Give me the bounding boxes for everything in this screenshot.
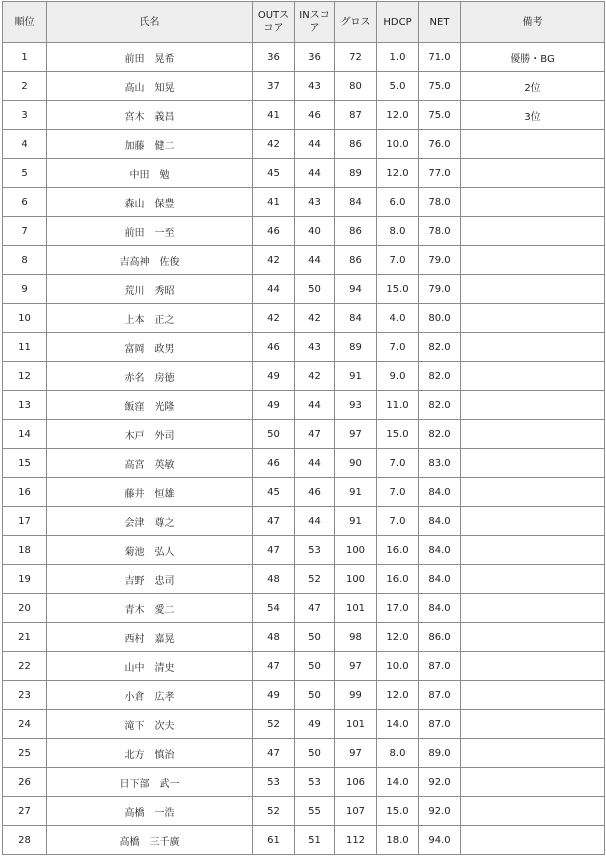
net-cell: 75.0	[419, 101, 461, 130]
note-cell	[461, 188, 605, 217]
name-cell: 高橋 三千廣	[47, 826, 253, 855]
hdcp-cell: 11.0	[377, 391, 419, 420]
note-cell	[461, 623, 605, 652]
hdcp-cell: 16.0	[377, 565, 419, 594]
gross-cell: 97	[335, 420, 377, 449]
in-score-cell: 49	[295, 710, 335, 739]
hdcp-cell: 15.0	[377, 797, 419, 826]
gross-cell: 101	[335, 594, 377, 623]
net-cell: 79.0	[419, 246, 461, 275]
out-score-cell: 42	[253, 246, 295, 275]
net-cell: 92.0	[419, 797, 461, 826]
in-score-cell: 53	[295, 768, 335, 797]
name-cell: 前田 晃希	[47, 43, 253, 72]
out-score-cell: 41	[253, 101, 295, 130]
net-cell: 75.0	[419, 72, 461, 101]
in-score-cell: 43	[295, 188, 335, 217]
rank-cell: 24	[3, 710, 47, 739]
results-table	[2, 1, 605, 855]
note-cell	[461, 507, 605, 536]
hdcp-cell: 12.0	[377, 623, 419, 652]
out-score-cell: 46	[253, 333, 295, 362]
gross-cell: 98	[335, 623, 377, 652]
rank-cell: 15	[3, 449, 47, 478]
rank-cell: 26	[3, 768, 47, 797]
in-score-cell: 46	[295, 478, 335, 507]
table-row	[3, 130, 605, 159]
name-cell: 会津 尊之	[47, 507, 253, 536]
note-cell	[461, 768, 605, 797]
table-row	[3, 681, 605, 710]
table-row	[3, 478, 605, 507]
net-cell: 84.0	[419, 478, 461, 507]
rank-cell: 27	[3, 797, 47, 826]
table-row	[3, 159, 605, 188]
net-cell: 79.0	[419, 275, 461, 304]
rank-cell: 6	[3, 188, 47, 217]
gross-cell: 72	[335, 43, 377, 72]
net-cell: 84.0	[419, 594, 461, 623]
gross-cell: 97	[335, 739, 377, 768]
net-cell: 89.0	[419, 739, 461, 768]
hdcp-cell: 14.0	[377, 710, 419, 739]
in-score-cell: 50	[295, 275, 335, 304]
out-score-cell: 49	[253, 681, 295, 710]
note-cell	[461, 275, 605, 304]
out-score-cell: 42	[253, 304, 295, 333]
gross-cell: 89	[335, 333, 377, 362]
gross-cell: 84	[335, 304, 377, 333]
net-cell: 87.0	[419, 710, 461, 739]
gross-cell: 94	[335, 275, 377, 304]
net-cell: 71.0	[419, 43, 461, 72]
name-cell: 飯窪 光隆	[47, 391, 253, 420]
rank-cell: 10	[3, 304, 47, 333]
rank-cell: 9	[3, 275, 47, 304]
name-cell: 森山 保豊	[47, 188, 253, 217]
name-cell: 西村 嘉晃	[47, 623, 253, 652]
hdcp-cell: 9.0	[377, 362, 419, 391]
out-score-cell: 53	[253, 768, 295, 797]
rank-cell: 21	[3, 623, 47, 652]
net-cell: 84.0	[419, 565, 461, 594]
net-cell: 80.0	[419, 304, 461, 333]
gross-cell: 86	[335, 130, 377, 159]
hdcp-cell: 12.0	[377, 159, 419, 188]
out-score-cell: 47	[253, 652, 295, 681]
rank-cell: 18	[3, 536, 47, 565]
name-cell: 小倉 広孝	[47, 681, 253, 710]
net-cell: 82.0	[419, 420, 461, 449]
table-row	[3, 594, 605, 623]
note-cell: 3位	[461, 101, 605, 130]
in-score-cell: 50	[295, 652, 335, 681]
table-row	[3, 768, 605, 797]
note-cell: 2位	[461, 72, 605, 101]
gross-cell: 97	[335, 652, 377, 681]
table-row	[3, 710, 605, 739]
in-score-cell: 44	[295, 507, 335, 536]
hdcp-cell: 7.0	[377, 507, 419, 536]
table-row	[3, 449, 605, 478]
rank-cell: 23	[3, 681, 47, 710]
table-row	[3, 420, 605, 449]
net-cell: 76.0	[419, 130, 461, 159]
table-row	[3, 507, 605, 536]
net-cell: 82.0	[419, 391, 461, 420]
name-cell: 荒川 秀昭	[47, 275, 253, 304]
gross-cell: 100	[335, 565, 377, 594]
in-score-cell: 50	[295, 623, 335, 652]
in-score-cell: 50	[295, 681, 335, 710]
note-cell	[461, 391, 605, 420]
note-cell	[461, 710, 605, 739]
name-cell: 高宮 英敏	[47, 449, 253, 478]
hdcp-cell: 14.0	[377, 768, 419, 797]
note-cell	[461, 797, 605, 826]
in-score-cell: 52	[295, 565, 335, 594]
col-header-in-score: INスコア	[295, 2, 335, 43]
table-row	[3, 739, 605, 768]
hdcp-cell: 6.0	[377, 188, 419, 217]
name-cell: 高橋 一浩	[47, 797, 253, 826]
note-cell	[461, 478, 605, 507]
name-cell: 中田 勉	[47, 159, 253, 188]
name-cell: 上本 正之	[47, 304, 253, 333]
rank-cell: 25	[3, 739, 47, 768]
out-score-cell: 42	[253, 130, 295, 159]
name-cell: 滝下 次夫	[47, 710, 253, 739]
out-score-cell: 44	[253, 275, 295, 304]
in-score-cell: 55	[295, 797, 335, 826]
note-cell: 優勝・BG	[461, 43, 605, 72]
table-row	[3, 72, 605, 101]
gross-cell: 86	[335, 246, 377, 275]
gross-cell: 101	[335, 710, 377, 739]
net-cell: 84.0	[419, 507, 461, 536]
name-cell: 高山 知晃	[47, 72, 253, 101]
header-row	[3, 2, 605, 43]
net-cell: 82.0	[419, 333, 461, 362]
name-cell: 富岡 政男	[47, 333, 253, 362]
col-header-net: NET	[419, 2, 461, 43]
note-cell	[461, 739, 605, 768]
rank-cell: 1	[3, 43, 47, 72]
in-score-cell: 42	[295, 304, 335, 333]
table-row	[3, 333, 605, 362]
note-cell	[461, 565, 605, 594]
in-score-cell: 44	[295, 449, 335, 478]
gross-cell: 80	[335, 72, 377, 101]
out-score-cell: 46	[253, 449, 295, 478]
hdcp-cell: 5.0	[377, 72, 419, 101]
hdcp-cell: 12.0	[377, 101, 419, 130]
rank-cell: 28	[3, 826, 47, 855]
hdcp-cell: 8.0	[377, 217, 419, 246]
net-cell: 77.0	[419, 159, 461, 188]
out-score-cell: 47	[253, 739, 295, 768]
in-score-cell: 42	[295, 362, 335, 391]
hdcp-cell: 17.0	[377, 594, 419, 623]
rank-cell: 3	[3, 101, 47, 130]
gross-cell: 112	[335, 826, 377, 855]
note-cell	[461, 246, 605, 275]
results-body	[3, 43, 605, 855]
out-score-cell: 46	[253, 217, 295, 246]
hdcp-cell: 7.0	[377, 449, 419, 478]
name-cell: 赤名 房徳	[47, 362, 253, 391]
net-cell: 84.0	[419, 536, 461, 565]
gross-cell: 87	[335, 101, 377, 130]
name-cell: 菊池 弘人	[47, 536, 253, 565]
col-header-name: 氏名	[47, 2, 253, 43]
note-cell	[461, 130, 605, 159]
name-cell: 宮木 義昌	[47, 101, 253, 130]
name-cell: 日下部 武一	[47, 768, 253, 797]
name-cell: 山中 清史	[47, 652, 253, 681]
in-score-cell: 51	[295, 826, 335, 855]
rank-cell: 22	[3, 652, 47, 681]
table-row	[3, 536, 605, 565]
note-cell	[461, 362, 605, 391]
name-cell: 木戸 外司	[47, 420, 253, 449]
table-row	[3, 826, 605, 855]
name-cell: 吉高神 佐俊	[47, 246, 253, 275]
hdcp-cell: 12.0	[377, 681, 419, 710]
note-cell	[461, 536, 605, 565]
note-cell	[461, 594, 605, 623]
hdcp-cell: 1.0	[377, 43, 419, 72]
note-cell	[461, 652, 605, 681]
hdcp-cell: 7.0	[377, 478, 419, 507]
in-score-cell: 36	[295, 43, 335, 72]
hdcp-cell: 8.0	[377, 739, 419, 768]
hdcp-cell: 15.0	[377, 275, 419, 304]
rank-cell: 5	[3, 159, 47, 188]
table-row	[3, 188, 605, 217]
rank-cell: 17	[3, 507, 47, 536]
out-score-cell: 54	[253, 594, 295, 623]
col-header-rank: 順位	[3, 2, 47, 43]
out-score-cell: 52	[253, 710, 295, 739]
rank-cell: 4	[3, 130, 47, 159]
gross-cell: 100	[335, 536, 377, 565]
rank-cell: 16	[3, 478, 47, 507]
out-score-cell: 52	[253, 797, 295, 826]
name-cell: 吉野 忠司	[47, 565, 253, 594]
gross-cell: 91	[335, 478, 377, 507]
net-cell: 94.0	[419, 826, 461, 855]
table-row	[3, 797, 605, 826]
gross-cell: 90	[335, 449, 377, 478]
out-score-cell: 49	[253, 362, 295, 391]
net-cell: 87.0	[419, 681, 461, 710]
out-score-cell: 47	[253, 536, 295, 565]
rank-cell: 14	[3, 420, 47, 449]
in-score-cell: 44	[295, 391, 335, 420]
out-score-cell: 48	[253, 623, 295, 652]
gross-cell: 93	[335, 391, 377, 420]
in-score-cell: 53	[295, 536, 335, 565]
hdcp-cell: 10.0	[377, 652, 419, 681]
in-score-cell: 43	[295, 333, 335, 362]
gross-cell: 106	[335, 768, 377, 797]
hdcp-cell: 7.0	[377, 246, 419, 275]
table-row	[3, 391, 605, 420]
in-score-cell: 40	[295, 217, 335, 246]
out-score-cell: 45	[253, 478, 295, 507]
gross-cell: 91	[335, 362, 377, 391]
gross-cell: 107	[335, 797, 377, 826]
net-cell: 87.0	[419, 652, 461, 681]
hdcp-cell: 15.0	[377, 420, 419, 449]
out-score-cell: 41	[253, 188, 295, 217]
out-score-cell: 37	[253, 72, 295, 101]
rank-cell: 12	[3, 362, 47, 391]
col-header-gross: グロス	[335, 2, 377, 43]
name-cell: 前田 一至	[47, 217, 253, 246]
name-cell: 加藤 健二	[47, 130, 253, 159]
note-cell	[461, 420, 605, 449]
table-row	[3, 362, 605, 391]
in-score-cell: 50	[295, 739, 335, 768]
net-cell: 82.0	[419, 362, 461, 391]
hdcp-cell: 16.0	[377, 536, 419, 565]
out-score-cell: 36	[253, 43, 295, 72]
note-cell	[461, 217, 605, 246]
in-score-cell: 47	[295, 594, 335, 623]
rank-cell: 19	[3, 565, 47, 594]
in-score-cell: 44	[295, 159, 335, 188]
gross-cell: 86	[335, 217, 377, 246]
note-cell	[461, 681, 605, 710]
rank-cell: 2	[3, 72, 47, 101]
name-cell: 青木 愛二	[47, 594, 253, 623]
table-row	[3, 246, 605, 275]
note-cell	[461, 304, 605, 333]
note-cell	[461, 333, 605, 362]
in-score-cell: 44	[295, 246, 335, 275]
net-cell: 86.0	[419, 623, 461, 652]
rank-cell: 11	[3, 333, 47, 362]
rank-cell: 7	[3, 217, 47, 246]
out-score-cell: 48	[253, 565, 295, 594]
name-cell: 藤井 恒雄	[47, 478, 253, 507]
col-header-note: 備考	[461, 2, 605, 43]
gross-cell: 89	[335, 159, 377, 188]
table-row	[3, 217, 605, 246]
col-header-hdcp: HDCP	[377, 2, 419, 43]
in-score-cell: 44	[295, 130, 335, 159]
rank-cell: 13	[3, 391, 47, 420]
out-score-cell: 50	[253, 420, 295, 449]
note-cell	[461, 159, 605, 188]
in-score-cell: 47	[295, 420, 335, 449]
rank-cell: 8	[3, 246, 47, 275]
gross-cell: 84	[335, 188, 377, 217]
table-row	[3, 623, 605, 652]
net-cell: 83.0	[419, 449, 461, 478]
out-score-cell: 45	[253, 159, 295, 188]
rank-cell: 20	[3, 594, 47, 623]
in-score-cell: 43	[295, 72, 335, 101]
hdcp-cell: 7.0	[377, 333, 419, 362]
hdcp-cell: 4.0	[377, 304, 419, 333]
out-score-cell: 49	[253, 391, 295, 420]
table-row	[3, 304, 605, 333]
out-score-cell: 61	[253, 826, 295, 855]
hdcp-cell: 18.0	[377, 826, 419, 855]
out-score-cell: 47	[253, 507, 295, 536]
table-row	[3, 101, 605, 130]
net-cell: 78.0	[419, 188, 461, 217]
table-row	[3, 275, 605, 304]
hdcp-cell: 10.0	[377, 130, 419, 159]
table-row	[3, 565, 605, 594]
net-cell: 92.0	[419, 768, 461, 797]
gross-cell: 91	[335, 507, 377, 536]
net-cell: 78.0	[419, 217, 461, 246]
col-header-out-score: OUTスコア	[253, 2, 295, 43]
name-cell: 北方 慎治	[47, 739, 253, 768]
table-row	[3, 652, 605, 681]
note-cell	[461, 826, 605, 855]
gross-cell: 99	[335, 681, 377, 710]
in-score-cell: 46	[295, 101, 335, 130]
note-cell	[461, 449, 605, 478]
table-row	[3, 43, 605, 72]
